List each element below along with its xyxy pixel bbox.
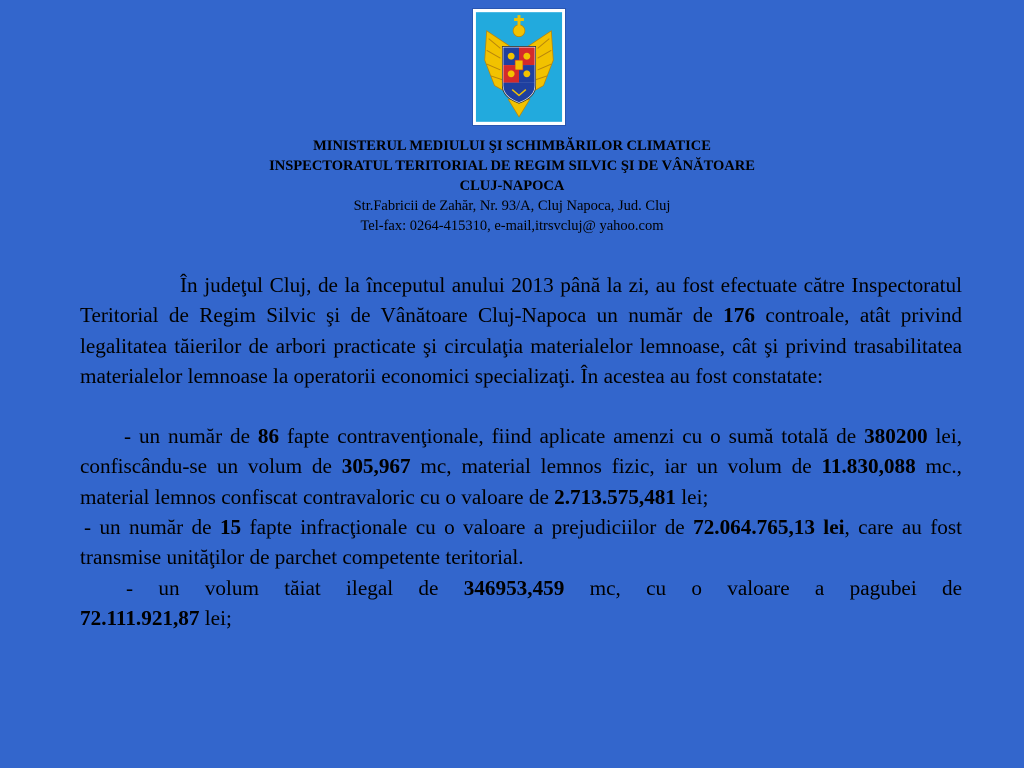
damage-value: 72.111.921,87 — [80, 605, 200, 630]
item1-text-2: fapte contravenţionale, fiind aplicate amenzi cu o sumă totală de — [279, 424, 865, 449]
damage-value-line — [80, 603, 962, 633]
contraventions-paragraph — [80, 421, 962, 512]
coat-of-arms — [472, 8, 566, 126]
illegal-logging-paragraph — [80, 573, 962, 603]
volume-confiscated: 305,967 — [341, 454, 411, 479]
contraventions-count: 86 — [257, 424, 280, 449]
city-name: CLUJ-NAPOCA — [459, 178, 565, 194]
confiscated-value: 2.713.575,481 — [554, 484, 676, 509]
item1-text-1: - un număr de — [124, 424, 258, 449]
item1-text-5: mc., material lemnos confiscat contravaloric cu o valoare de — [80, 454, 962, 509]
coat-of-arms-icon — [473, 9, 565, 125]
offenses-paragraph — [80, 512, 962, 573]
paragraph-spacer — [80, 391, 962, 421]
intro-text-1: În judeţul Cluj, de la începutul anului 2013 până la zi, au fost efectuate către Inspectoratul Teritorial de Regim Silvic şi de Vânătoare Cluj-Napoca un număr de — [80, 273, 962, 328]
item3-text-3: lei; — [199, 605, 232, 630]
intro-paragraph — [80, 270, 962, 391]
item1-text-6: lei; — [675, 484, 709, 509]
item1-text-3: lei, confiscându-se un volum de — [80, 424, 962, 479]
illegal-volume: 346953,459 — [463, 575, 565, 600]
intro-text-2: controale, atât privind legalitatea tăierilor de arbori practicate şi circulaţia materialelor lemnoase, cât şi privind trasabilitatea materialelor lemnoase la operatorii economici specializaţi. În acestea au fost constatate: — [80, 303, 963, 388]
damages-total: 72.064.765,13 lei — [693, 515, 845, 540]
volume-value-confiscated: 11.830,088 — [821, 454, 916, 479]
letterhead — [0, 136, 1024, 236]
item2-text-1: - un număr de — [84, 515, 220, 540]
fines-total: 380200 — [864, 424, 928, 449]
report-body — [80, 270, 962, 633]
address: Str.Fabricii de Zahăr, Nr. 93/A, Cluj Napoca, Jud. Cluj — [353, 198, 671, 214]
contact: Tel-fax: 0264-415310, e-mail,itrsvcluj@ yahoo.com — [360, 218, 664, 234]
item2-text-2: fapte infracţionale cu o valoare a prejudiciilor de — [241, 515, 694, 540]
ministry-name: MINISTERUL MEDIULUI ŞI SCHIMBĂRILOR CLIMATICE — [313, 138, 711, 154]
inspectorate-name: INSPECTORATUL TERITORIAL DE REGIM SILVIC ŞI DE VÂNĂTOARE — [269, 158, 755, 174]
controls-count: 176 — [723, 303, 755, 328]
offenses-count: 15 — [219, 515, 242, 540]
item2-text-3: , care au fost transmise unităţilor de parchet competente teritorial. — [80, 515, 963, 570]
item3-text-1: - un volum tăiat ilegal de — [126, 575, 464, 600]
item3-text-2: mc, cu o valoare a pagubei de — [564, 575, 962, 600]
item1-text-4: mc, material lemnos fizic, iar un volum de — [410, 454, 822, 479]
